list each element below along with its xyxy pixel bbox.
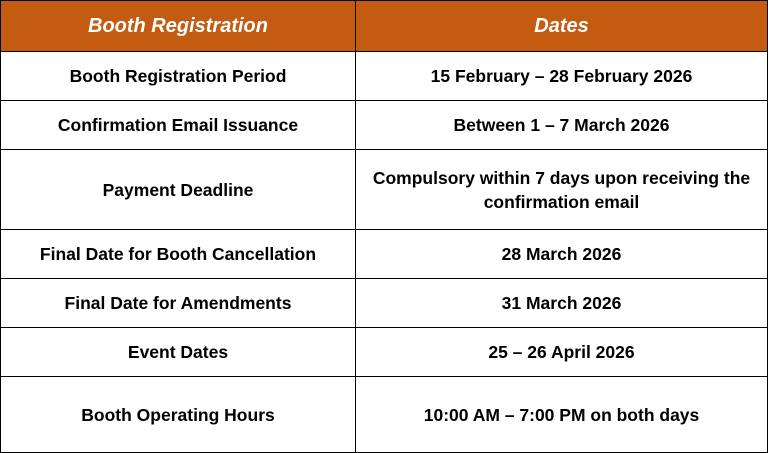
row-value: 31 March 2026 (356, 279, 768, 328)
row-value: Compulsory within 7 days upon receiving the confirmation email (356, 150, 768, 230)
table-row (1, 328, 768, 377)
row-value: 28 March 2026 (356, 230, 768, 279)
table-row (1, 52, 768, 101)
row-value: Between 1 – 7 March 2026 (356, 101, 768, 150)
row-label: Final Date for Booth Cancellation (1, 230, 356, 279)
row-value: 25 – 26 April 2026 (356, 328, 768, 377)
row-label: Event Dates (1, 328, 356, 377)
table-row (1, 150, 768, 230)
header-dates: Dates (356, 1, 768, 52)
table-row (1, 279, 768, 328)
row-label: Final Date for Amendments (1, 279, 356, 328)
header-booth-registration: Booth Registration (1, 1, 356, 52)
row-label: Booth Registration Period (1, 52, 356, 101)
table-header-row (1, 1, 768, 52)
row-label: Confirmation Email Issuance (1, 101, 356, 150)
row-value: 15 February – 28 February 2026 (356, 52, 768, 101)
table-row (1, 230, 768, 279)
row-label: Booth Operating Hours (1, 377, 356, 453)
table-row (1, 101, 768, 150)
row-label: Payment Deadline (1, 150, 356, 230)
row-value: 10:00 AM – 7:00 PM on both days (356, 377, 768, 453)
table-row (1, 377, 768, 453)
